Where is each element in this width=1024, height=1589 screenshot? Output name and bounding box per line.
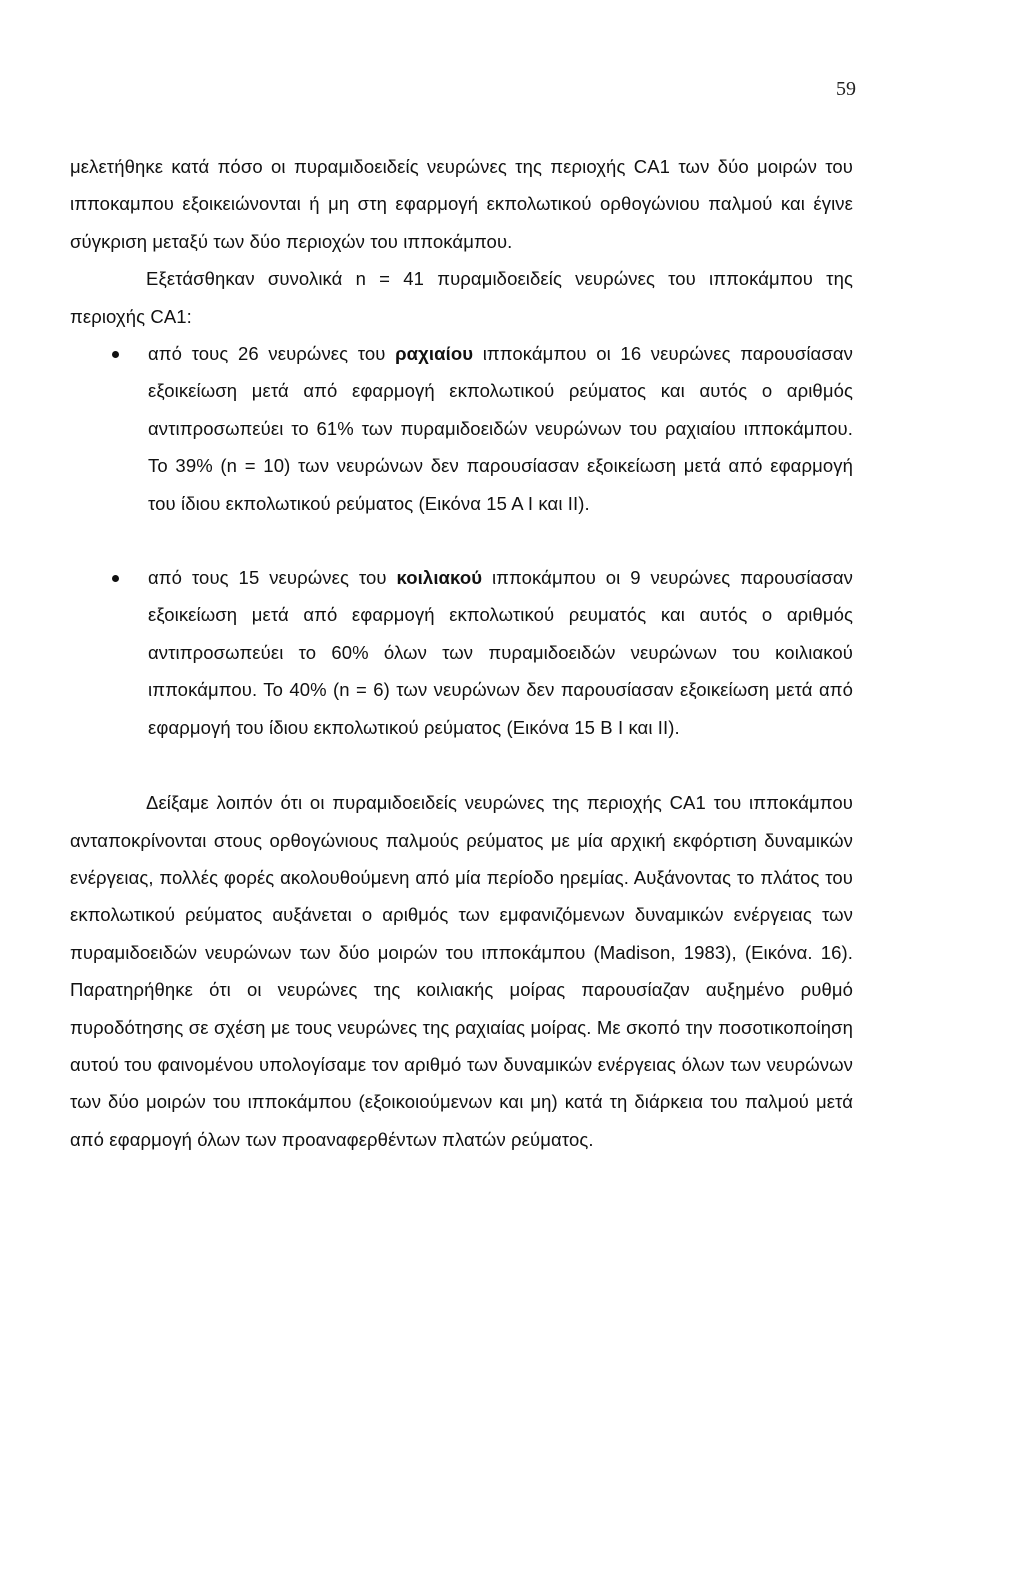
list-item-text-start: από τους 26 νευρώνες του <box>148 343 396 365</box>
list-item-bold-term: κοιλιακού <box>396 567 483 589</box>
list-item <box>70 559 853 746</box>
intro-summary-paragraph: Εξετάσθηκαν συνολικά n = 41 πυραμιδοειδείς νευρώνες του ιπποκάμπου της περιοχής CA1: <box>70 268 853 327</box>
list-item-text-start: από τους 15 νευρώνες του <box>148 567 397 589</box>
list-item-text-end: ιπποκάμπου οι 9 νευρώνες παρουσίασαν εξοικείωση μετά από εφαρμογή εκπολωτικού ρευματός και αυτός ο αριθμός αντιπροσωπεύει το 60% όλων των πυραμιδοειδών νευρώνων του κοιλιακού ιπποκάμπου. Το 40% (n = 6) των νευρώνων δεν παρουσίασαν εξοικείωση μετά από εφαρμογή του ίδιου εκπολωτικού ρεύματος (Εικόνα 15 Β Ι και ΙΙ). <box>148 567 853 738</box>
bullet-icon <box>112 575 119 582</box>
page-number: 59 <box>836 78 856 100</box>
bullet-icon <box>112 351 119 358</box>
conclusion-paragraph: Δείξαμε λοιπόν ότι οι πυραμιδοειδείς νευρώνες της περιοχής CA1 του ιπποκάμπου ανταποκρίνονται στους ορθογώνιους παλμούς ρεύματος με μία αρχική εκφόρτιση δυναμικών ενέργειας, πολλές φορές ακολουθούμενη από μία περίοδο ηρεμίας. Αυξάνοντας το πλάτος του εκπολωτικού ρεύματος αυξάνεται ο αριθμός των εμφανιζόμενων δυναμικών ενέργειας των πυραμιδοειδών νευρώνων των δύο μοιρών του ιπποκάμπου (Madison, 1983), (Εικόνα. 16). Παρατηρήθηκε ότι οι νευρώνες της κοιλιακής μοίρας παρουσίαζαν αυξημένο ρυθμό πυροδότησης σε σχέση με τους νευρώνες της ραχιαίας μοίρας. Με σκοπό την ποσοτικοποίηση αυτού του φαινομένου υπολογίσαμε τον αριθμό των δυναμικών ενέργειας όλων των νευρώνων των δύο μοιρών του ιπποκάμπου (εξοικοιούμενων και μη) κατά τη διάρκεια του παλμού μετά από εφαρμογή όλων των προαναφερθέντων πλατών ρεύματος. <box>70 792 853 1150</box>
list-item-bold-term: ραχιαίου <box>395 343 474 365</box>
list-item-text-end: ιπποκάμπου οι 16 νευρώνες παρουσίασαν εξοικείωση μετά από εφαρμογή εκπολωτικού ρεύματος και αυτός ο αριθμός αντιπροσωπεύει το 61% των πυραμιδοειδών νευρώνων του ραχιαίου ιπποκάμπου. Το 39% (n = 10) των νευρώνων δεν παρουσίασαν εξοικείωση μετά από εφαρμογή του ίδιου εκπολωτικού ρεύματος (Εικόνα 15 Α Ι και ΙΙ). <box>148 343 854 514</box>
results-list <box>70 335 853 746</box>
intro-paragraph: μελετήθηκε κατά πόσο οι πυραμιδοειδείς νευρώνες της περιοχής CA1 των δύο μοιρών του ιπποκαμπου εξοικειώνονται ή μη στη εφαρμογή εκπολωτικού ορθογώνιου παλμού και έγινε σύγκριση μεταξύ των δύο περιοχών του ιπποκάμπου. <box>70 156 853 252</box>
document-body <box>70 148 853 1158</box>
list-item <box>70 335 853 522</box>
